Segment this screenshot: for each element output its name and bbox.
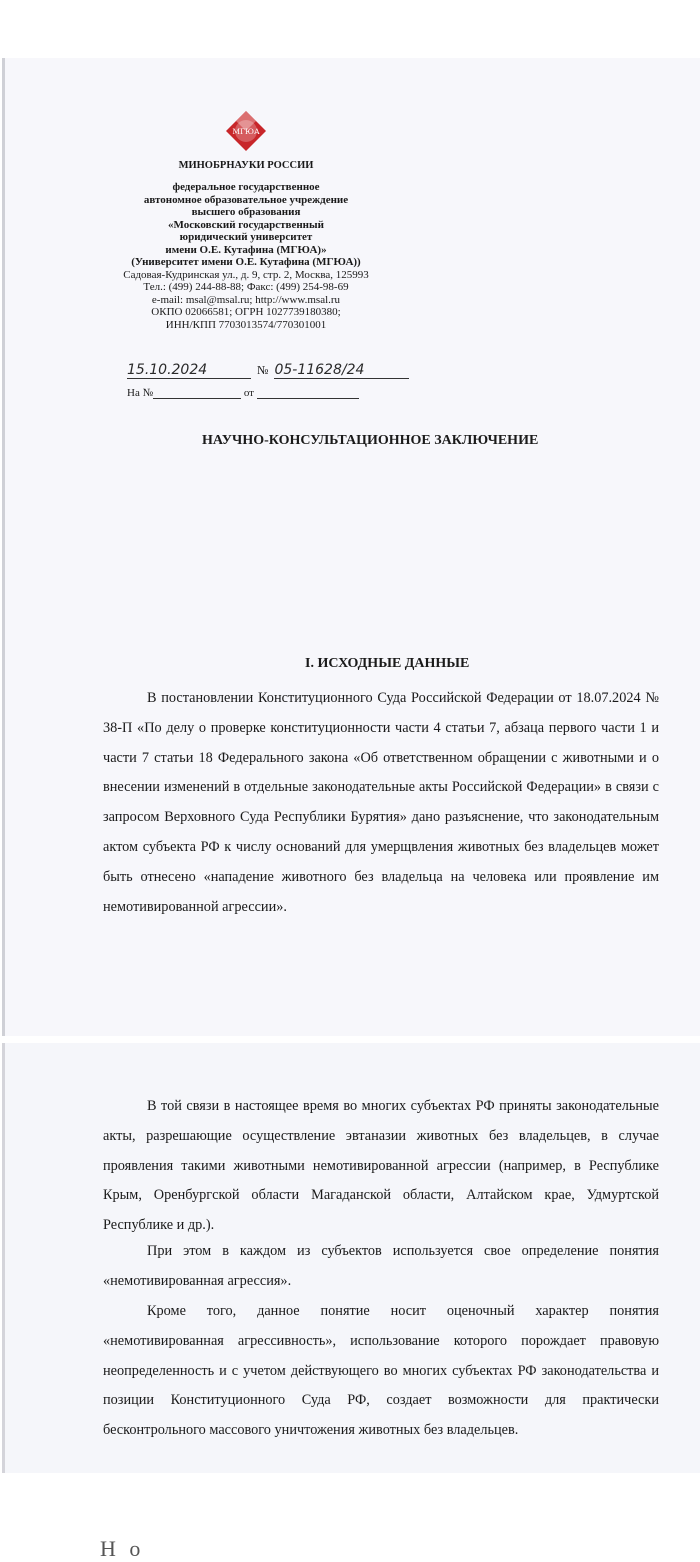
paragraph: Кроме того, данное понятие носит оценочный характер понятия «немотивированная агрессивность», использование которого порождает правовую неопределенность и с учетом действующего во многих субъектах РФ законодательства и позиции Конституционного Суда РФ, создает возможности для практически бесконтрольного массового уничтожения животных без владельцев. bbox=[103, 1303, 659, 1439]
section-title: I. ИСХОДНЫЕ ДАННЫЕ bbox=[305, 656, 470, 671]
org-line: имени О.Е. Кутафина (МГЮА)» bbox=[165, 243, 327, 256]
org-email: e-mail: msal@msal.ru; http://www.msal.ru bbox=[151, 293, 341, 306]
document-title: НАУЧНО-КОНСУЛЬТАЦИОННОЕ ЗАКЛЮЧЕНИЕ bbox=[202, 433, 539, 448]
outgoing-number: 05-11628/24 bbox=[274, 362, 409, 379]
page-gap bbox=[0, 1036, 700, 1043]
number-sign: № bbox=[257, 363, 269, 377]
reply-to-label: На № bbox=[127, 387, 154, 399]
org-line: федеральное государственное bbox=[172, 181, 320, 193]
from-label: от bbox=[243, 387, 254, 399]
org-line: автономное образовательное учреждение bbox=[143, 193, 349, 206]
mgua-logo bbox=[225, 110, 267, 152]
org-line: высшего образования bbox=[191, 206, 301, 218]
document-page-1 bbox=[2, 58, 700, 1036]
outgoing-date: 15.10.2024 bbox=[127, 362, 251, 379]
paragraph: В той связи в настоящее время во многих субъектах РФ приняты законодательные акты, разрешающие осуществление эвтаназии животных без владельцев, в случае проявления такими животными немотивированной агрессии (например, в Республике Крым, Оренбургской области Магаданской области, Алтайском крае, Удмуртской Республике и др.). bbox=[103, 1098, 659, 1234]
ministry-name: МИНОБРНАУКИ РОССИИ bbox=[178, 160, 314, 171]
paragraph: При этом в каждом из субъектов используется свое определение понятия «немотивированная агрессия». bbox=[103, 1243, 659, 1289]
logo-text: МГЮА bbox=[232, 127, 260, 136]
org-line: (Университет имени О.Е. Кутафина (МГЮА)) bbox=[131, 256, 361, 268]
reply-reference bbox=[127, 387, 359, 399]
org-address: Садовая-Кудринская ул., д. 9, стр. 2, Москва, 125993 bbox=[123, 268, 369, 281]
org-phone: Тел.: (499) 244-88-88; Факс: (499) 254-98-69 bbox=[143, 281, 349, 293]
outgoing-reference bbox=[127, 362, 409, 379]
reply-date-blank bbox=[257, 388, 359, 399]
letterhead bbox=[105, 159, 387, 331]
document-page-2 bbox=[2, 1043, 700, 1473]
next-page-fragment: Н о bbox=[100, 1536, 145, 1561]
paragraph: В постановлении Конституционного Суда Российской Федерации от 18.07.2024 № 38-П «По делу о проверке конституционности части 4 статьи 7, абзаца первого части 1 и части 7 статьи 18 Федерального закона «Об ответственном обращении с животными и о внесении изменений в отдельные законодательные акты Российской Федерации» в связи с запросом Верховного Суда Республики Бурятия» дано разъяснение, что законодательным актом субъекта РФ к числу оснований для умерщвления животных без владельцев может быть отнесено «нападение животного без владельца на человека или проявление им немотивированной агрессии». bbox=[103, 690, 659, 915]
org-line: юридический университет bbox=[179, 231, 313, 243]
org-inn: ИНН/КПП 7703013574/770301001 bbox=[165, 318, 327, 331]
org-line: «Московский государственный bbox=[168, 218, 324, 231]
reply-number-blank bbox=[153, 388, 241, 399]
org-okpo: ОКПО 02066581; ОГРН 1027739180380; bbox=[151, 306, 341, 318]
